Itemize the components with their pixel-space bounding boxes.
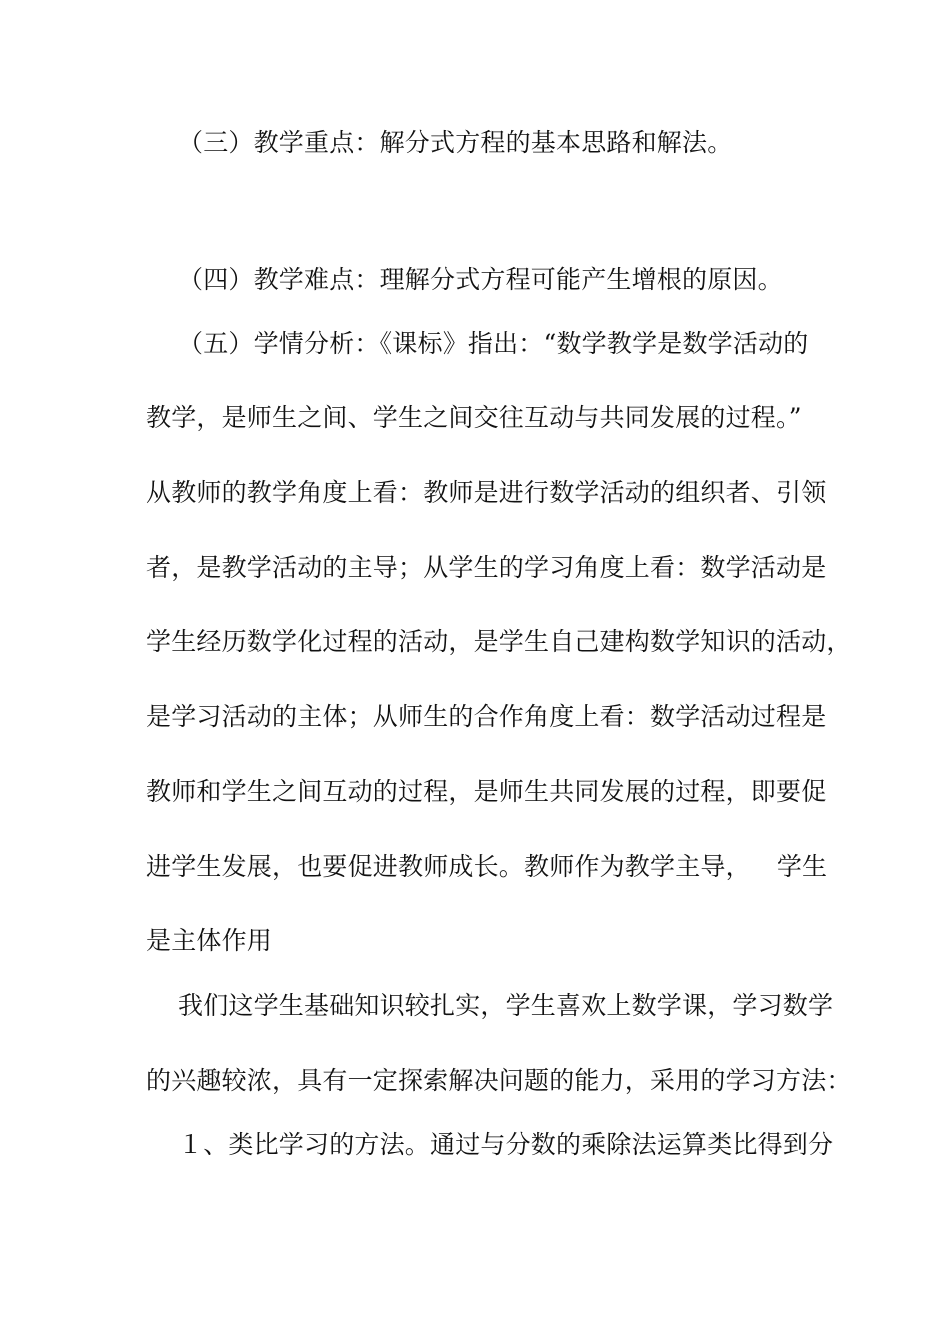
paragraph-learning-analysis-line-1: （五）学情分析：《课标》指出：“数学教学是数学活动的 xyxy=(178,329,809,358)
paragraph-learning-analysis-line-7: 教师和学生之间互动的过程，是师生共同发展的过程，即要促 xyxy=(146,777,827,806)
paragraph-student-basis-line-2: 的兴趣较浓，具有一定探索解决问题的能力，采用的学习方法： xyxy=(146,1066,852,1095)
paragraph-learning-analysis-line-3: 从教师的教学角度上看：教师是进行数学活动的组织者、引领 xyxy=(146,478,827,507)
paragraph-learning-analysis-line-2: 教学，是师生之间、学生之间交往互动与共同发展的过程。” xyxy=(146,403,802,432)
paragraph-teaching-difficulty: （四）教学难点：理解分式方程可能产生增根的原因。 xyxy=(178,265,783,294)
paragraph-method-1: １、类比学习的方法。通过与分数的乘除法运算类比得到分 xyxy=(178,1130,834,1159)
paragraph-student-basis-line-1: 我们这学生基础知识较扎实，学生喜欢上数学课，学习数学 xyxy=(178,991,834,1020)
paragraph-learning-analysis-line-6: 是学习活动的主体；从师生的合作角度上看：数学活动过程是 xyxy=(146,702,827,731)
paragraph-learning-analysis-line-9: 是主体作用 xyxy=(146,926,273,955)
paragraph-learning-analysis-line-4: 者，是教学活动的主导；从学生的学习角度上看：数学活动是 xyxy=(146,553,827,582)
line-8-tail-text: 学生 xyxy=(776,852,828,881)
paragraph-teaching-focus: （三）教学重点：解分式方程的基本思路和解法。 xyxy=(178,128,733,157)
line-8-main-text: 进学生发展，也要促进教师成长。教师作为教学主导， xyxy=(146,852,751,881)
paragraph-learning-analysis-line-8 xyxy=(146,852,827,882)
paragraph-learning-analysis-line-5: 学生经历数学化过程的活动，是学生自己建构数学知识的活动， xyxy=(146,627,852,656)
